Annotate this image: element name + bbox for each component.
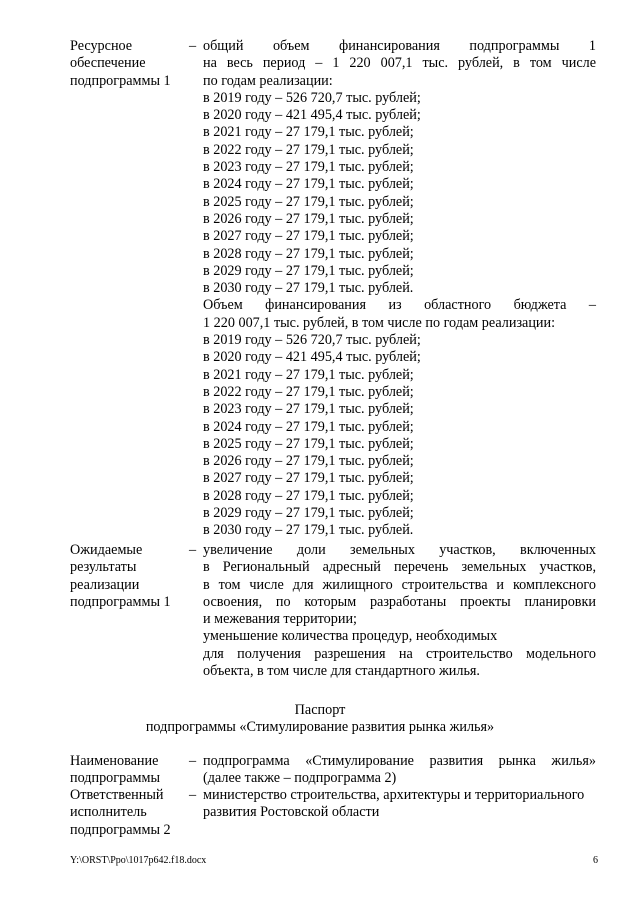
- year-line: в 2028 году – 27 179,1 тыс. рублей;: [203, 487, 414, 504]
- year-line: в 2029 году – 27 179,1 тыс. рублей;: [203, 262, 414, 279]
- year-line: в 2023 году – 27 179,1 тыс. рублей;: [203, 159, 414, 176]
- results-line: уменьшение количества процедур, необходимых: [203, 628, 498, 645]
- executor-label: Ответственный исполнитель подпрограммы 2: [70, 787, 171, 838]
- resources-content: [203, 38, 596, 540]
- year-line: в 2022 году – 27 179,1 тыс. рублей;: [203, 383, 414, 400]
- resources-intro-line: по годам реализации:: [203, 72, 333, 89]
- results-line: в Региональный адресный перечень земельных участков,: [203, 559, 596, 576]
- resources-label: Ресурсное обеспечение подпрограммы 1: [70, 38, 171, 89]
- year-line: в 2027 году – 27 179,1 тыс. рублей;: [203, 228, 414, 245]
- year-line: в 2028 году – 27 179,1 тыс. рублей;: [203, 245, 414, 262]
- executor-line: министерство строительства, архитектуры и территориального: [203, 787, 585, 803]
- year-line: в 2022 году – 27 179,1 тыс. рублей;: [203, 141, 414, 158]
- year-line: в 2021 году – 27 179,1 тыс. рублей;: [203, 366, 414, 383]
- results-line: в том числе для жилищного строительства и комплексного: [203, 576, 596, 593]
- results-line: объекта, в том числе для стандартного жилья.: [203, 663, 480, 680]
- results-line: для получения разрешения на строительство модельного: [203, 645, 596, 662]
- name-line: подпрограмма «Стимулирование развития рынка жилья»: [203, 753, 596, 769]
- results-content: [203, 542, 596, 680]
- year-line: в 2024 году – 27 179,1 тыс. рублей;: [203, 176, 414, 193]
- year-line: в 2025 году – 27 179,1 тыс. рублей;: [203, 193, 414, 210]
- results-line: и межевания территории;: [203, 611, 357, 628]
- executor-line: развития Ростовской области: [203, 804, 380, 821]
- executor-content: [203, 787, 596, 822]
- year-line: в 2026 году – 27 179,1 тыс. рублей;: [203, 453, 414, 470]
- year-line: в 2030 году – 27 179,1 тыс. рублей.: [203, 280, 414, 297]
- results-label: Ожидаемые результаты реализации подпрограммы 1: [70, 542, 171, 610]
- year-line: в 2021 году – 27 179,1 тыс. рублей;: [203, 124, 414, 141]
- year-line: в 2020 году – 421 495,4 тыс. рублей;: [203, 349, 421, 366]
- footer-file-path: Y:\ORST\Ppo\1017p642.f18.docx: [70, 855, 207, 866]
- results-dash: –: [189, 542, 197, 558]
- resources-intro-line: на весь период – 1 220 007,1 тыс. рублей, в том числе: [203, 55, 596, 72]
- name-line: (далее также – подпрограмма 2): [203, 770, 397, 787]
- name-label: Наименование подпрограммы: [70, 753, 160, 787]
- resources-dash: –: [189, 38, 197, 54]
- year-line: в 2029 году – 27 179,1 тыс. рублей;: [203, 505, 414, 522]
- year-line: в 2026 году – 27 179,1 тыс. рублей;: [203, 210, 414, 227]
- name-dash: –: [189, 753, 197, 769]
- regional-intro-line: 1 220 007,1 тыс. рублей, в том числе по годам реализации:: [203, 314, 556, 331]
- year-line: в 2019 году – 526 720,7 тыс. рублей;: [203, 89, 421, 106]
- passport-title: Паспорт: [294, 702, 346, 718]
- year-line: в 2030 году – 27 179,1 тыс. рублей.: [203, 522, 414, 539]
- year-line: в 2024 году – 27 179,1 тыс. рублей;: [203, 418, 414, 435]
- year-line: в 2023 году – 27 179,1 тыс. рублей;: [203, 401, 414, 418]
- resources-intro-line: общий объем финансирования подпрограммы 1: [203, 38, 596, 54]
- page-number: 6: [593, 855, 598, 866]
- year-line: в 2019 году – 526 720,7 тыс. рублей;: [203, 332, 421, 349]
- results-line: освоения, по которым разработаны проекты планировки: [203, 593, 596, 610]
- year-line: в 2020 году – 421 495,4 тыс. рублей;: [203, 107, 421, 124]
- year-line: в 2025 году – 27 179,1 тыс. рублей;: [203, 435, 414, 452]
- executor-dash: –: [189, 787, 197, 803]
- regional-intro-line: Объем финансирования из областного бюджета –: [203, 297, 596, 314]
- results-line: увеличение доли земельных участков, включенных: [203, 542, 596, 558]
- name-content: [203, 753, 596, 788]
- year-line: в 2027 году – 27 179,1 тыс. рублей;: [203, 470, 414, 487]
- passport-subtitle: подпрограммы «Стимулирование развития рынка жилья»: [145, 719, 495, 735]
